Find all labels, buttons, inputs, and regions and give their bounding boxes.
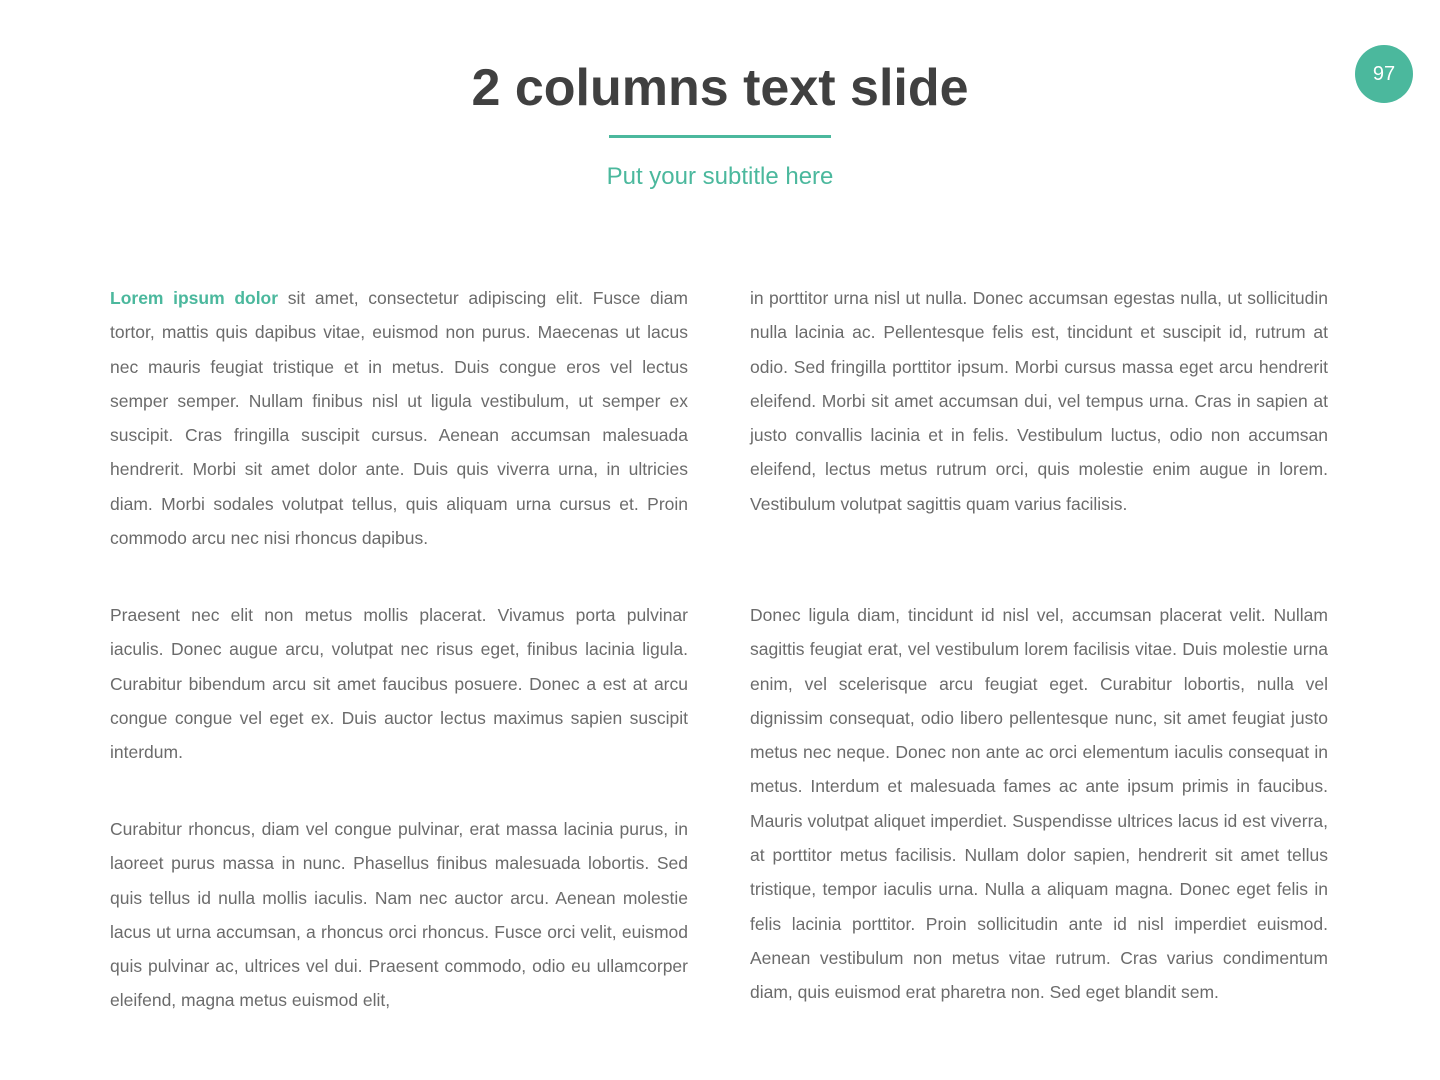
title-underline [609,135,831,138]
right-column-paragraph-2: Donec ligula diam, tincidunt id nisl vel, accumsan placerat velit. Nullam sagittis feugiat erat, vel vestibulum lorem facilisis vitae. Duis molestie urna enim, vel scelerisque arcu feugiat eget. Curabitur lobortis, nulla vel dignissim consequat, odio libero pellentesque nunc, sit amet feugiat justo metus nec neque. Donec non ante ac orci elementum iaculis consequat in metus. Interdum et malesuada fames ac ante ipsum primis in faucibus. Mauris volutpat aliquet imperdiet. Suspendisse ultrices lacus id est viverra, at porttitor metus facilisis. Nullam dolor sapien, hendrerit sit amet tellus tristique, tempor iaculis urna. Nulla a aliquam magna. Donec eget felis in felis lacinia porttitor. Proin sollicitudin ante id nisl imperdiet euismod. Aenean vestibulum non metus vitae rutrum. Cras varius condimentum diam, quis euismod erat pharetra non. Sed eget blandit sem. [750,605,1328,1003]
slide-subtitle: Put your subtitle here [606,163,834,190]
page-number-badge: 97 [1355,45,1413,103]
right-column-paragraph-1: in porttitor urna nisl ut nulla. Donec accumsan egestas nulla, ut sollicitudin nulla lacinia ac. Pellentesque felis est, tincidunt et suscipit id, rutrum at odio. Sed fringilla porttitor ipsum. Morbi cursus massa eget arcu hendrerit eleifend. Morbi sit amet accumsan dui, vel tempus urna. Cras in sapien at justo convallis lacinia et in felis. Vestibulum luctus, odio non accumsan eleifend, lectus metus rutrum orci, quis molestie enim augue in lorem. Vestibulum volutpat sagittis quam varius facilisis. [750,288,1328,514]
slide-title: 2 columns text slide [471,59,969,117]
left-column-paragraph-2: Praesent nec elit non metus mollis placerat. Vivamus porta pulvinar iaculis. Donec augue arcu, volutpat nec risus eget, finibus lacinia ligula. Curabitur bibendum arcu sit amet faucibus posuere. Donec a est at arcu congue congue vel eget ex. Duis auctor lectus maximus sapien suscipit interdum. [110,605,688,763]
lead-highlight: Lorem ipsum dolor [110,288,279,308]
left-column-paragraph-3: Curabitur rhoncus, diam vel congue pulvinar, erat massa lacinia purus, in laoreet purus massa in nunc. Phasellus finibus malesuada lobortis. Sed quis tellus id nulla mollis iaculis. Nam nec auctor arcu. Aenean molestie lacus ut urna accumsan, a rhoncus orci rhoncus. Fusce orci velit, euismod quis pulvinar ac, ultrices vel dui. Praesent commodo, odio eu ullamcorper eleifend, magna metus euismod elit, [110,819,688,1011]
left-column-paragraph-1 [110,281,688,555]
left-paragraph-1-text: sit amet, consectetur adipiscing elit. Fusce diam tortor, mattis quis dapibus vitae, euismod non purus. Maecenas ut lacus nec mauris feugiat tristique et in metus. Duis congue eros vel lectus semper semper. Nullam finibus nisl ut ligula vestibulum, ut semper ex suscipit. Cras fringilla suscipit cursus. Aenean accumsan malesuada hendrerit. Morbi sit amet dolor ante. Duis quis viverra urna, in ultricies diam. Morbi sodales volutpat tellus, quis aliquam urna cursus et. Proin commodo arcu nec nisi rhoncus dapibus. [110,288,688,549]
